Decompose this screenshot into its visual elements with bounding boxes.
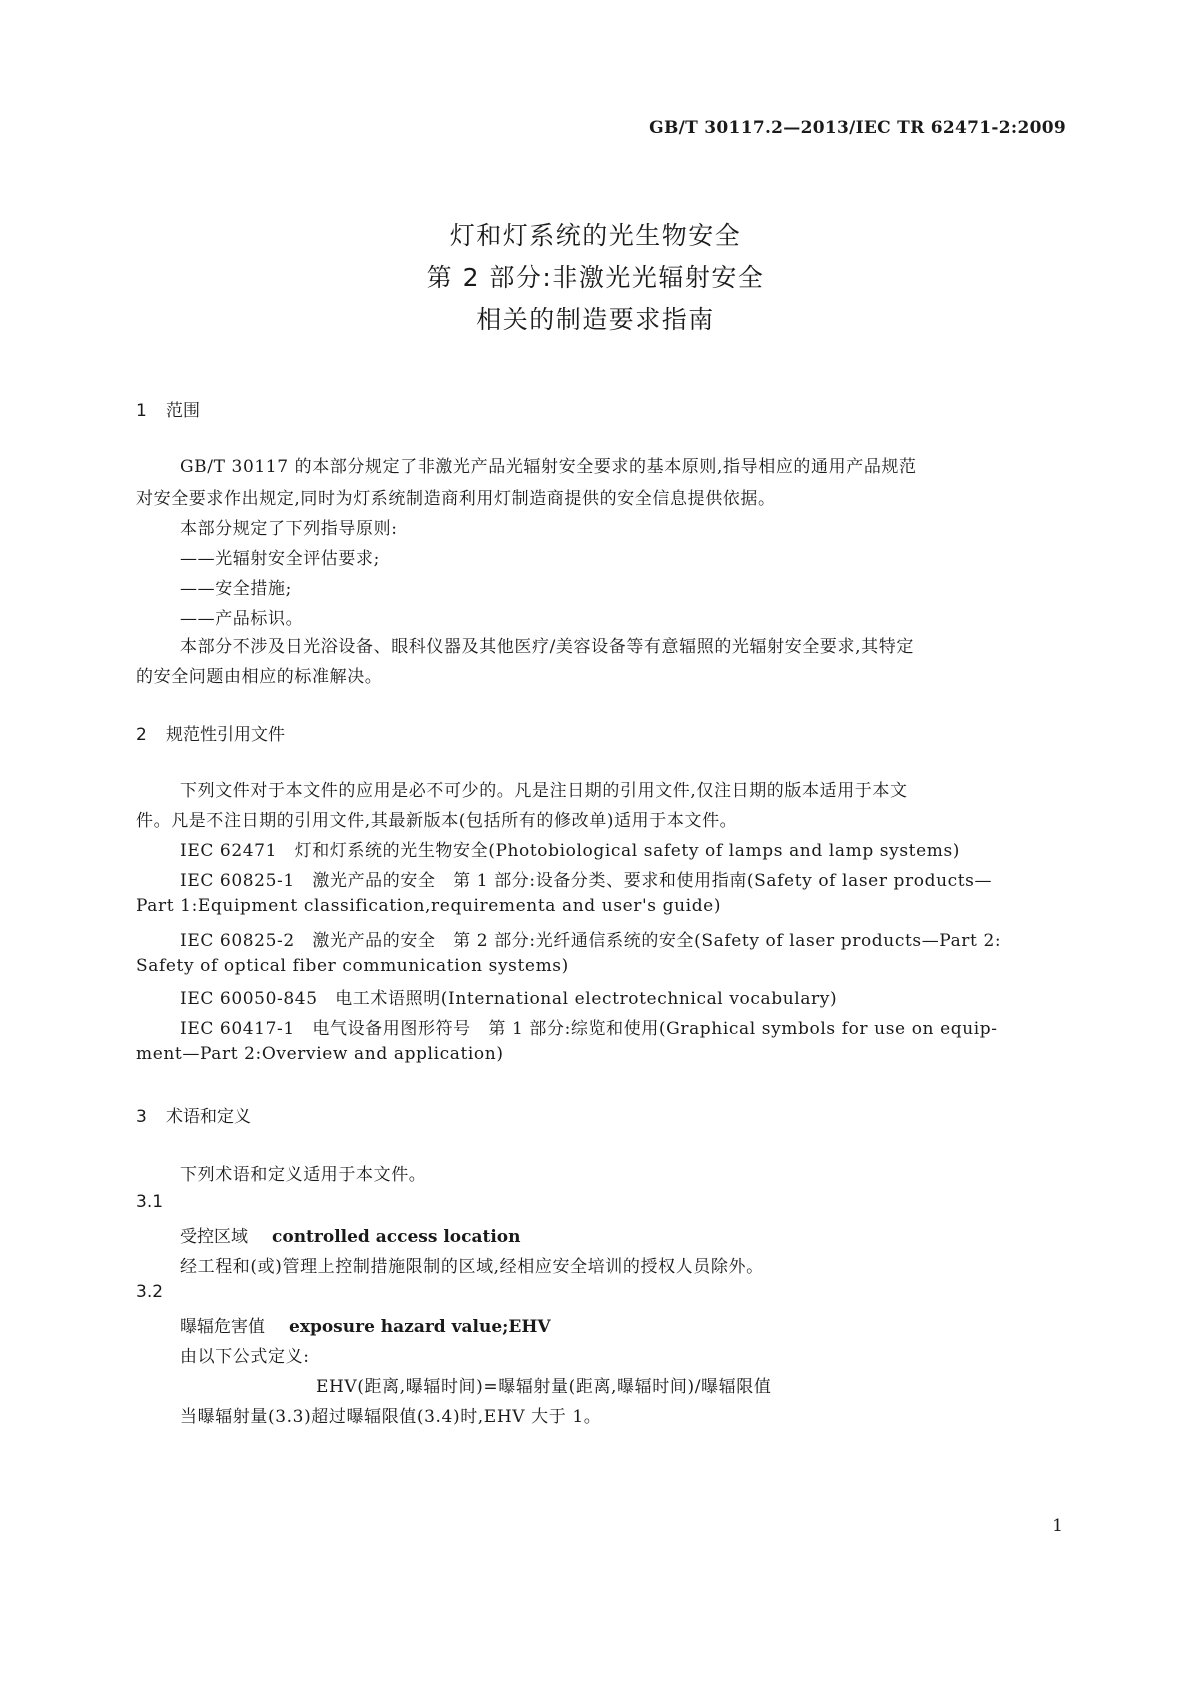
reference-item: IEC 60825-1 激光产品的安全 第 1 部分:设备分类、要求和使用指南(Safety of laser products— [180, 871, 993, 891]
term-note: 当曝辐射量(3.3)超过曝辐限值(3.4)时,EHV 大于 1。 [180, 1407, 602, 1427]
reference-item-continued: ment—Part 2:Overview and application) [136, 1044, 504, 1064]
term-definition: 经工程和(或)管理上控制措施限制的区域,经相应安全培训的授权人员除外。 [180, 1257, 764, 1277]
section-heading-terms [136, 1102, 251, 1127]
term-entry [180, 1312, 551, 1337]
document-title-line3: 相关的制造要求指南 [476, 305, 715, 334]
page-number: 1 [1052, 1516, 1063, 1536]
list-item: ——光辐射安全评估要求; [180, 549, 380, 569]
reference-item: IEC 60417-1 电气设备用图形符号 第 1 部分:综览和使用(Graphical symbols for use on equip- [180, 1019, 998, 1039]
paragraph-line: 本部分规定了下列指导原则: [180, 519, 398, 539]
section-title: 规范性引用文件 [166, 725, 285, 745]
term-english: exposure hazard value;EHV [289, 1317, 551, 1337]
section-heading-scope [136, 396, 200, 421]
paragraph-line: 对安全要求作出规定,同时为灯系统制造商利用灯制造商提供的安全信息提供依据。 [136, 489, 776, 509]
term-chinese: 曝辐危害值 [180, 1317, 265, 1337]
term-number: 3.1 [136, 1192, 164, 1212]
section-heading-normative-references [136, 720, 285, 745]
section-number: 1 [136, 401, 147, 421]
section-number: 3 [136, 1107, 147, 1127]
document-title-line2: 第 2 部分:非激光光辐射安全 [426, 263, 765, 292]
section-title: 范围 [166, 401, 200, 421]
paragraph-line: 下列术语和定义适用于本文件。 [180, 1165, 427, 1185]
section-number: 2 [136, 725, 147, 745]
document-title-line1: 灯和灯系统的光生物安全 [449, 221, 742, 250]
reference-item: IEC 62471 灯和灯系统的光生物安全(Photobiological safety of lamps and lamp systems) [180, 841, 961, 861]
reference-item: IEC 60050-845 电工术语照明(International electrotechnical vocabulary) [180, 989, 838, 1009]
reference-item-continued: Part 1:Equipment classification,requirementa and user's guide) [136, 896, 722, 916]
term-number: 3.2 [136, 1282, 164, 1302]
reference-item: IEC 60825-2 激光产品的安全 第 2 部分:光纤通信系统的安全(Safety of laser products—Part 2: [180, 931, 1002, 951]
paragraph-line: 的安全问题由相应的标准解决。 [136, 667, 383, 687]
paragraph-line: 件。凡是不注日期的引用文件,其最新版本(包括所有的修改单)适用于本文件。 [136, 811, 738, 831]
paragraph-line: 下列文件对于本文件的应用是必不可少的。凡是注日期的引用文件,仅注日期的版本适用于本文 [180, 781, 908, 801]
reference-item-continued: Safety of optical fiber communication systems) [136, 956, 569, 976]
list-item: ——安全措施; [180, 579, 292, 599]
term-definition: 由以下公式定义: [180, 1347, 310, 1367]
term-entry [180, 1222, 521, 1247]
paragraph-line: GB/T 30117 的本部分规定了非激光产品光辐射安全要求的基本原则,指导相应的通用产品规范 [180, 457, 917, 477]
term-english: controlled access location [272, 1227, 521, 1247]
standard-number: GB/T 30117.2—2013/IEC TR 62471-2:2009 [649, 118, 1066, 138]
term-chinese: 受控区域 [180, 1227, 248, 1247]
formula: EHV(距离,曝辐时间)=曝辐射量(距离,曝辐时间)/曝辐限值 [316, 1377, 772, 1397]
paragraph-line: 本部分不涉及日光浴设备、眼科仪器及其他医疗/美容设备等有意辐照的光辐射安全要求,其特定 [180, 637, 914, 657]
section-title: 术语和定义 [166, 1107, 251, 1127]
list-item: ——产品标识。 [180, 609, 304, 629]
